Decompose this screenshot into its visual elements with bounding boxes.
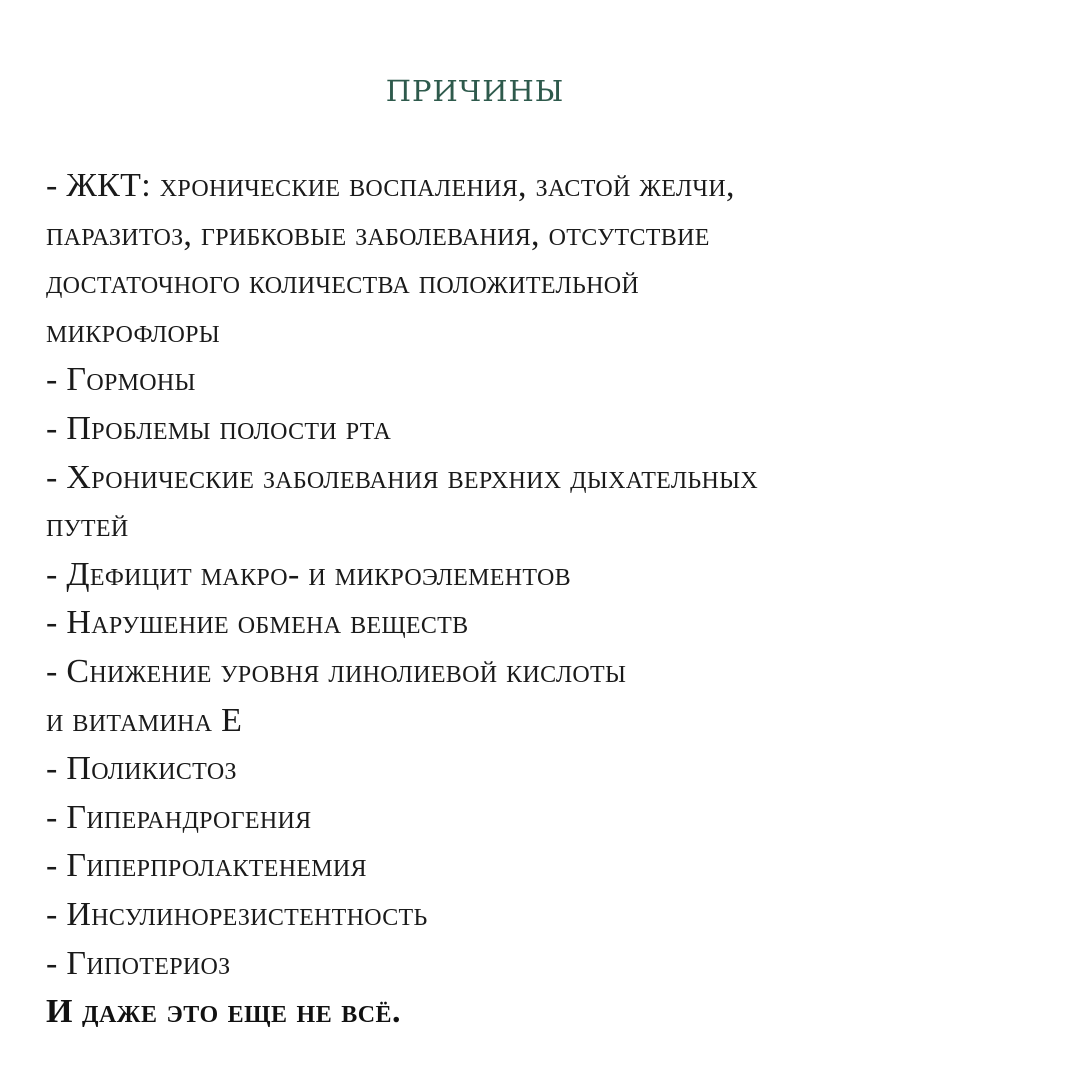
list-line: - Гиперандрогения: [46, 798, 312, 836]
list-line: паразитоз, грибковые заболевания, отсутствие: [46, 215, 710, 253]
final-note: И даже это еще не всё.: [46, 993, 402, 1031]
list-line: - Гормоны: [46, 361, 196, 399]
list-line: - Инсулинорезистентность: [46, 895, 428, 933]
causes-list: [46, 162, 1046, 1037]
page-title: причины: [385, 62, 565, 111]
list-line: - Хронические заболевания верхних дыхательных: [46, 458, 758, 496]
list-line: - Гиперпролактенемия: [46, 847, 367, 885]
list-line: достаточного количества положительной: [46, 264, 640, 302]
list-line: путей: [46, 507, 129, 545]
list-line: - Гипотериоз: [46, 944, 231, 982]
list-line: - Проблемы полости рта: [46, 409, 392, 447]
list-line: - Дефицит макро- и микроэлементов: [46, 555, 571, 593]
list-line: - ЖКТ: хронические воспаления, застой желчи,: [46, 167, 735, 204]
list-line: - Поликистоз: [46, 750, 237, 788]
list-line: микрофлоры: [46, 312, 220, 350]
list-line: и витамина Е: [46, 701, 243, 739]
list-line: - Снижение уровня линолиевой кислоты: [46, 652, 627, 690]
list-line: - Нарушение обмена веществ: [46, 604, 469, 642]
